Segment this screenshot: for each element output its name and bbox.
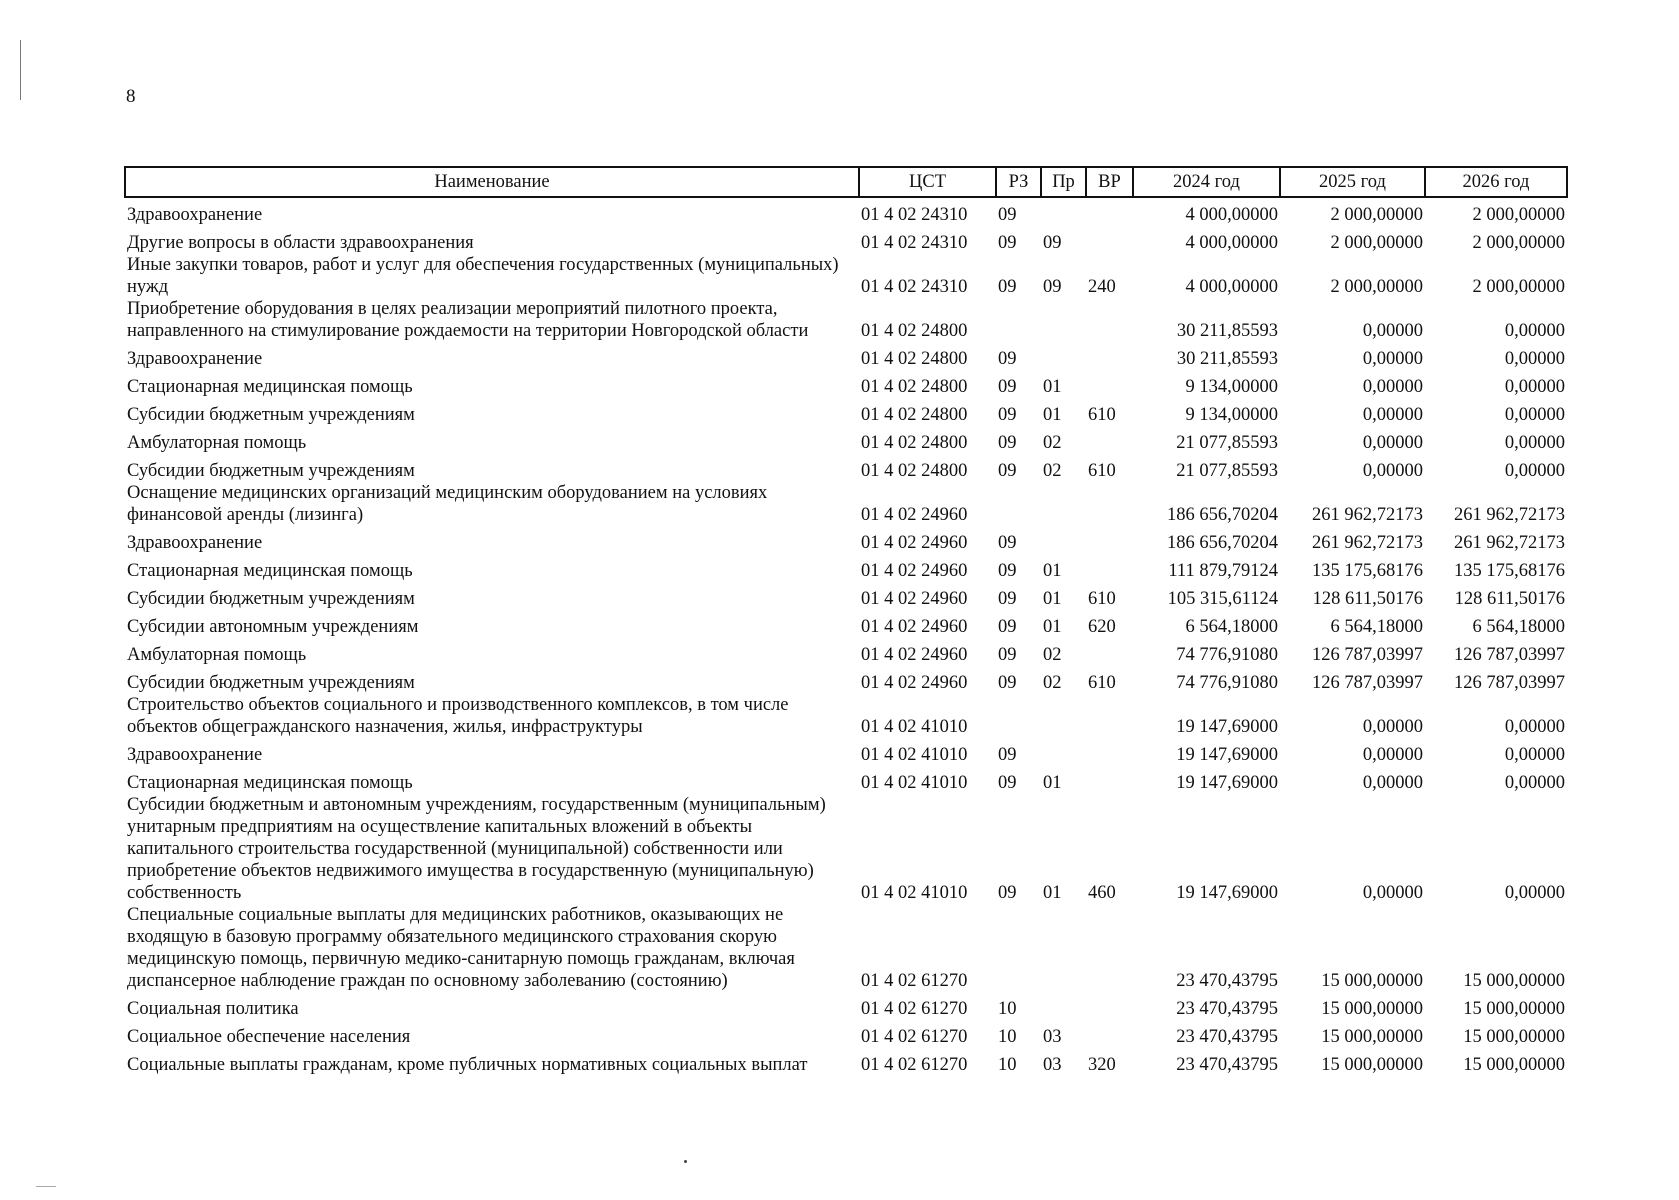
row-value-2025: 0,00000: [1362, 349, 1423, 369]
row-pr: 01: [1043, 883, 1062, 903]
row-pr: [1041, 197, 1086, 226]
row-rz: 09: [998, 617, 1017, 637]
row-vr: [1086, 992, 1133, 1020]
row-vr: [1086, 738, 1133, 766]
table-row: [125, 254, 1567, 298]
row-pr: 09: [1043, 233, 1062, 253]
row-vr: 460: [1088, 883, 1116, 903]
row-cst: 01 4 02 24800: [861, 405, 968, 425]
stray-dot: [684, 1160, 687, 1163]
row-rz: 09: [998, 645, 1017, 665]
row-value-2025: 15 000,00000: [1321, 1055, 1423, 1075]
row-name: Специальные социальные выплаты для медицинских работников, оказывающих не входящую в базовую программу обязательного медицинского страхования скорую медицинскую помощь, первичную медико-санитарную помощь гражданам, включая диспансерное наблюдение граждан по основному заболеванию (состоянию): [127, 905, 795, 991]
row-pr: 02: [1043, 645, 1062, 665]
row-pr: 02: [1043, 433, 1062, 453]
row-name: Социальное обеспечение населения: [127, 1027, 411, 1047]
table-row: [125, 766, 1567, 794]
row-rz: [996, 904, 1041, 992]
table-body: [125, 197, 1567, 1076]
row-cst: 01 4 02 24310: [861, 205, 968, 225]
row-value-2025: 0,00000: [1362, 461, 1423, 481]
row-name: Стационарная медицинская помощь: [127, 377, 413, 397]
row-value-2026: 0,00000: [1504, 461, 1565, 481]
row-pr: 01: [1043, 617, 1062, 637]
row-value-2024: 4 000,00000: [1185, 277, 1278, 297]
row-value-2025: 15 000,00000: [1321, 971, 1423, 991]
table-row: [125, 1020, 1567, 1048]
header-pr: Пр: [1041, 167, 1086, 197]
row-cst: 01 4 02 41010: [861, 773, 968, 793]
row-pr: [1041, 482, 1086, 526]
row-cst: 01 4 02 24960: [861, 673, 968, 693]
header-cst: ЦСТ: [859, 167, 996, 197]
row-value-2025: 0,00000: [1362, 717, 1423, 737]
row-vr: [1086, 197, 1133, 226]
row-value-2026: 6 564,18000: [1472, 617, 1565, 637]
row-value-2026: 0,00000: [1504, 405, 1565, 425]
row-value-2025: 0,00000: [1362, 377, 1423, 397]
row-cst: 01 4 02 61270: [861, 999, 968, 1019]
row-pr: 03: [1043, 1027, 1062, 1047]
row-value-2026: 126 787,03997: [1454, 645, 1565, 665]
row-value-2024: 6 564,18000: [1185, 617, 1278, 637]
row-value-2025: 126 787,03997: [1312, 645, 1423, 665]
row-pr: 02: [1043, 461, 1062, 481]
row-name: Амбулаторная помощь: [127, 645, 307, 665]
header-2026: 2026 год: [1425, 167, 1567, 197]
row-value-2026: 15 000,00000: [1463, 1055, 1565, 1075]
table-row: [125, 582, 1567, 610]
row-value-2024: 19 147,69000: [1176, 883, 1278, 903]
row-value-2026: 2 000,00000: [1472, 233, 1565, 253]
row-value-2025: 6 564,18000: [1330, 617, 1423, 637]
row-cst: 01 4 02 24310: [861, 233, 968, 253]
row-pr: 01: [1043, 773, 1062, 793]
row-cst: 01 4 02 24800: [861, 433, 968, 453]
row-name: Субсидии бюджетным и автономным учреждениям, государственным (муниципальным) унитарным предприятиям на осуществление капитальных вложений в объекты капитального строительства государственной (муниципальной) собственности или приобретение объектов недвижимого имущества в государственную (муниципальную) собственность: [127, 795, 826, 903]
row-pr: [1041, 904, 1086, 992]
row-vr: [1086, 342, 1133, 370]
row-value-2026: 15 000,00000: [1463, 999, 1565, 1019]
row-rz: 09: [998, 377, 1017, 397]
row-value-2024: 19 147,69000: [1176, 717, 1278, 737]
row-rz: 09: [998, 773, 1017, 793]
row-cst: 01 4 02 24800: [861, 321, 968, 341]
row-cst: 01 4 02 24960: [861, 505, 968, 525]
table-row: [125, 370, 1567, 398]
row-vr: [1086, 904, 1133, 992]
row-value-2024: 74 776,91080: [1176, 673, 1278, 693]
row-cst: 01 4 02 41010: [861, 717, 968, 737]
stray-dash: [36, 1186, 56, 1187]
row-vr: 610: [1088, 589, 1116, 609]
table-row: [125, 226, 1567, 254]
row-rz: 10: [998, 1027, 1017, 1047]
row-rz: 09: [998, 405, 1017, 425]
row-cst: 01 4 02 41010: [861, 745, 968, 765]
row-pr: 09: [1043, 277, 1062, 297]
row-value-2024: 23 470,43795: [1176, 999, 1278, 1019]
row-cst: 01 4 02 41010: [861, 883, 968, 903]
row-vr: 620: [1088, 617, 1116, 637]
row-vr: [1086, 426, 1133, 454]
row-value-2025: 261 962,72173: [1312, 505, 1423, 525]
row-vr: [1086, 554, 1133, 582]
row-name: Амбулаторная помощь: [127, 433, 307, 453]
row-cst: 01 4 02 61270: [861, 1055, 968, 1075]
row-value-2025: 126 787,03997: [1312, 673, 1423, 693]
row-value-2026: 2 000,00000: [1472, 205, 1565, 225]
row-value-2024: 21 077,85593: [1176, 433, 1278, 453]
row-value-2026: 261 962,72173: [1454, 533, 1565, 553]
row-value-2026: 0,00000: [1504, 883, 1565, 903]
row-rz: 09: [998, 673, 1017, 693]
row-value-2025: 2 000,00000: [1330, 233, 1423, 253]
row-name: Оснащение медицинских организаций медицинским оборудованием на условиях финансовой аренды (лизинга): [127, 483, 768, 525]
row-pr: 01: [1043, 405, 1062, 425]
row-value-2026: 0,00000: [1504, 717, 1565, 737]
row-name: Социальные выплаты гражданам, кроме публичных нормативных социальных выплат: [127, 1055, 808, 1075]
row-rz: 09: [998, 745, 1017, 765]
row-value-2024: 186 656,70204: [1167, 533, 1278, 553]
row-pr: [1041, 992, 1086, 1020]
row-vr: 320: [1088, 1055, 1116, 1075]
header-rz: РЗ: [996, 167, 1041, 197]
table-row: [125, 794, 1567, 904]
row-name: Стационарная медицинская помощь: [127, 561, 413, 581]
row-value-2024: 111 879,79124: [1168, 561, 1278, 581]
table-row: [125, 738, 1567, 766]
header-2024: 2024 год: [1133, 167, 1280, 197]
row-name: Субсидии автономным учреждениям: [127, 617, 419, 637]
row-name: Субсидии бюджетным учреждениям: [127, 405, 415, 425]
row-vr: [1086, 226, 1133, 254]
row-rz: 09: [998, 433, 1017, 453]
row-name: Здравоохранение: [127, 745, 263, 765]
row-pr: 03: [1043, 1055, 1062, 1075]
row-vr: [1086, 526, 1133, 554]
row-vr: 610: [1088, 673, 1116, 693]
table-row: [125, 526, 1567, 554]
table-row: [125, 1048, 1567, 1076]
row-vr: [1086, 482, 1133, 526]
row-name: Стационарная медицинская помощь: [127, 773, 413, 793]
row-value-2026: 128 611,50176: [1454, 589, 1565, 609]
row-value-2024: 19 147,69000: [1176, 773, 1278, 793]
row-pr: [1041, 526, 1086, 554]
row-vr: [1086, 298, 1133, 342]
row-value-2026: 0,00000: [1504, 745, 1565, 765]
row-value-2025: 0,00000: [1362, 745, 1423, 765]
row-rz: [996, 298, 1041, 342]
row-name: Здравоохранение: [127, 533, 263, 553]
row-name: Здравоохранение: [127, 349, 263, 369]
row-value-2026: 135 175,68176: [1454, 561, 1565, 581]
row-name: Строительство объектов социального и производственного комплексов, в том числе объектов общегражданского назначения, жилья, инфраструктуры: [127, 695, 789, 737]
row-cst: 01 4 02 24310: [861, 277, 968, 297]
row-cst: 01 4 02 61270: [861, 1027, 968, 1047]
row-rz: 09: [998, 205, 1017, 225]
row-value-2025: 2 000,00000: [1330, 277, 1423, 297]
row-value-2025: 128 611,50176: [1312, 589, 1423, 609]
row-vr: [1086, 766, 1133, 794]
table-row: [125, 992, 1567, 1020]
row-cst: 01 4 02 24800: [861, 377, 968, 397]
table-row: [125, 610, 1567, 638]
row-rz: 09: [998, 233, 1017, 253]
row-value-2026: 126 787,03997: [1454, 673, 1565, 693]
row-pr: [1041, 694, 1086, 738]
row-name: Социальная политика: [127, 999, 299, 1019]
row-cst: 01 4 02 24960: [861, 617, 968, 637]
row-value-2025: 261 962,72173: [1312, 533, 1423, 553]
row-value-2026: 261 962,72173: [1454, 505, 1565, 525]
row-pr: [1041, 298, 1086, 342]
row-rz: [996, 482, 1041, 526]
row-name: Другие вопросы в области здравоохранения: [127, 233, 474, 253]
table-header-row: [125, 167, 1567, 197]
row-value-2025: 2 000,00000: [1330, 205, 1423, 225]
row-pr: 01: [1043, 561, 1062, 581]
row-value-2024: 30 211,85593: [1176, 321, 1278, 341]
row-cst: 01 4 02 24960: [861, 561, 968, 581]
row-value-2025: 15 000,00000: [1321, 999, 1423, 1019]
row-value-2024: 4 000,00000: [1185, 233, 1278, 253]
row-cst: 01 4 02 61270: [861, 971, 968, 991]
table-row: [125, 426, 1567, 454]
row-rz: [996, 694, 1041, 738]
row-rz: 09: [998, 349, 1017, 369]
row-rz: 10: [998, 999, 1017, 1019]
row-name: Иные закупки товаров, работ и услуг для обеспечения государственных (муниципальных) нужд: [127, 255, 839, 297]
row-vr: [1086, 638, 1133, 666]
row-value-2024: 9 134,00000: [1185, 377, 1278, 397]
row-pr: [1041, 738, 1086, 766]
row-rz: 09: [998, 561, 1017, 581]
row-vr: 240: [1088, 277, 1116, 297]
row-vr: 610: [1088, 461, 1116, 481]
row-value-2025: 135 175,68176: [1312, 561, 1423, 581]
row-value-2024: 74 776,91080: [1176, 645, 1278, 665]
row-value-2024: 19 147,69000: [1176, 745, 1278, 765]
row-cst: 01 4 02 24960: [861, 533, 968, 553]
row-value-2025: 0,00000: [1362, 883, 1423, 903]
row-value-2025: 15 000,00000: [1321, 1027, 1423, 1047]
row-pr: 01: [1043, 377, 1062, 397]
budget-table: [124, 166, 1568, 1076]
row-value-2026: 0,00000: [1504, 773, 1565, 793]
row-value-2026: 0,00000: [1504, 433, 1565, 453]
row-rz: 09: [998, 277, 1017, 297]
row-pr: [1041, 342, 1086, 370]
row-name: Приобретение оборудования в целях реализации мероприятий пилотного проекта, направленного на стимулирование рождаемости на территории Новгородской области: [127, 299, 809, 341]
row-vr: [1086, 694, 1133, 738]
row-value-2025: 0,00000: [1362, 405, 1423, 425]
row-value-2025: 0,00000: [1362, 433, 1423, 453]
row-name: Субсидии бюджетным учреждениям: [127, 673, 415, 693]
margin-mark: [20, 40, 21, 100]
row-value-2024: 23 470,43795: [1176, 1055, 1278, 1075]
table-row: [125, 398, 1567, 426]
table-row: [125, 638, 1567, 666]
table-row: [125, 482, 1567, 526]
row-value-2024: 23 470,43795: [1176, 971, 1278, 991]
table-row: [125, 197, 1567, 226]
row-vr: [1086, 370, 1133, 398]
row-rz: 09: [998, 883, 1017, 903]
row-value-2026: 15 000,00000: [1463, 1027, 1565, 1047]
row-vr: 610: [1088, 405, 1116, 425]
table-row: [125, 666, 1567, 694]
row-rz: 09: [998, 461, 1017, 481]
row-name: Здравоохранение: [127, 205, 263, 225]
row-cst: 01 4 02 24960: [861, 645, 968, 665]
header-2025: 2025 год: [1280, 167, 1425, 197]
header-vr: ВР: [1086, 167, 1133, 197]
header-name: Наименование: [125, 167, 859, 197]
row-value-2024: 4 000,00000: [1185, 205, 1278, 225]
row-rz: 10: [998, 1055, 1017, 1075]
table-row: [125, 454, 1567, 482]
row-value-2026: 0,00000: [1504, 321, 1565, 341]
row-name: Субсидии бюджетным учреждениям: [127, 461, 415, 481]
row-value-2024: 23 470,43795: [1176, 1027, 1278, 1047]
row-value-2024: 21 077,85593: [1176, 461, 1278, 481]
table-row: [125, 554, 1567, 582]
page-number: 8: [126, 86, 136, 107]
row-value-2024: 186 656,70204: [1167, 505, 1278, 525]
row-pr: 02: [1043, 673, 1062, 693]
row-value-2025: 0,00000: [1362, 773, 1423, 793]
table-row: [125, 904, 1567, 992]
row-value-2024: 30 211,85593: [1176, 349, 1278, 369]
row-pr: 01: [1043, 589, 1062, 609]
row-rz: 09: [998, 533, 1017, 553]
row-cst: 01 4 02 24800: [861, 461, 968, 481]
row-cst: 01 4 02 24800: [861, 349, 968, 369]
row-value-2024: 9 134,00000: [1185, 405, 1278, 425]
row-value-2026: 2 000,00000: [1472, 277, 1565, 297]
row-value-2026: 15 000,00000: [1463, 971, 1565, 991]
row-name: Субсидии бюджетным учреждениям: [127, 589, 415, 609]
row-cst: 01 4 02 24960: [861, 589, 968, 609]
table-row: [125, 694, 1567, 738]
table-row: [125, 298, 1567, 342]
row-rz: 09: [998, 589, 1017, 609]
table-row: [125, 342, 1567, 370]
row-value-2024: 105 315,61124: [1167, 589, 1278, 609]
row-value-2026: 0,00000: [1504, 349, 1565, 369]
row-value-2025: 0,00000: [1362, 321, 1423, 341]
row-vr: [1086, 1020, 1133, 1048]
row-value-2026: 0,00000: [1504, 377, 1565, 397]
